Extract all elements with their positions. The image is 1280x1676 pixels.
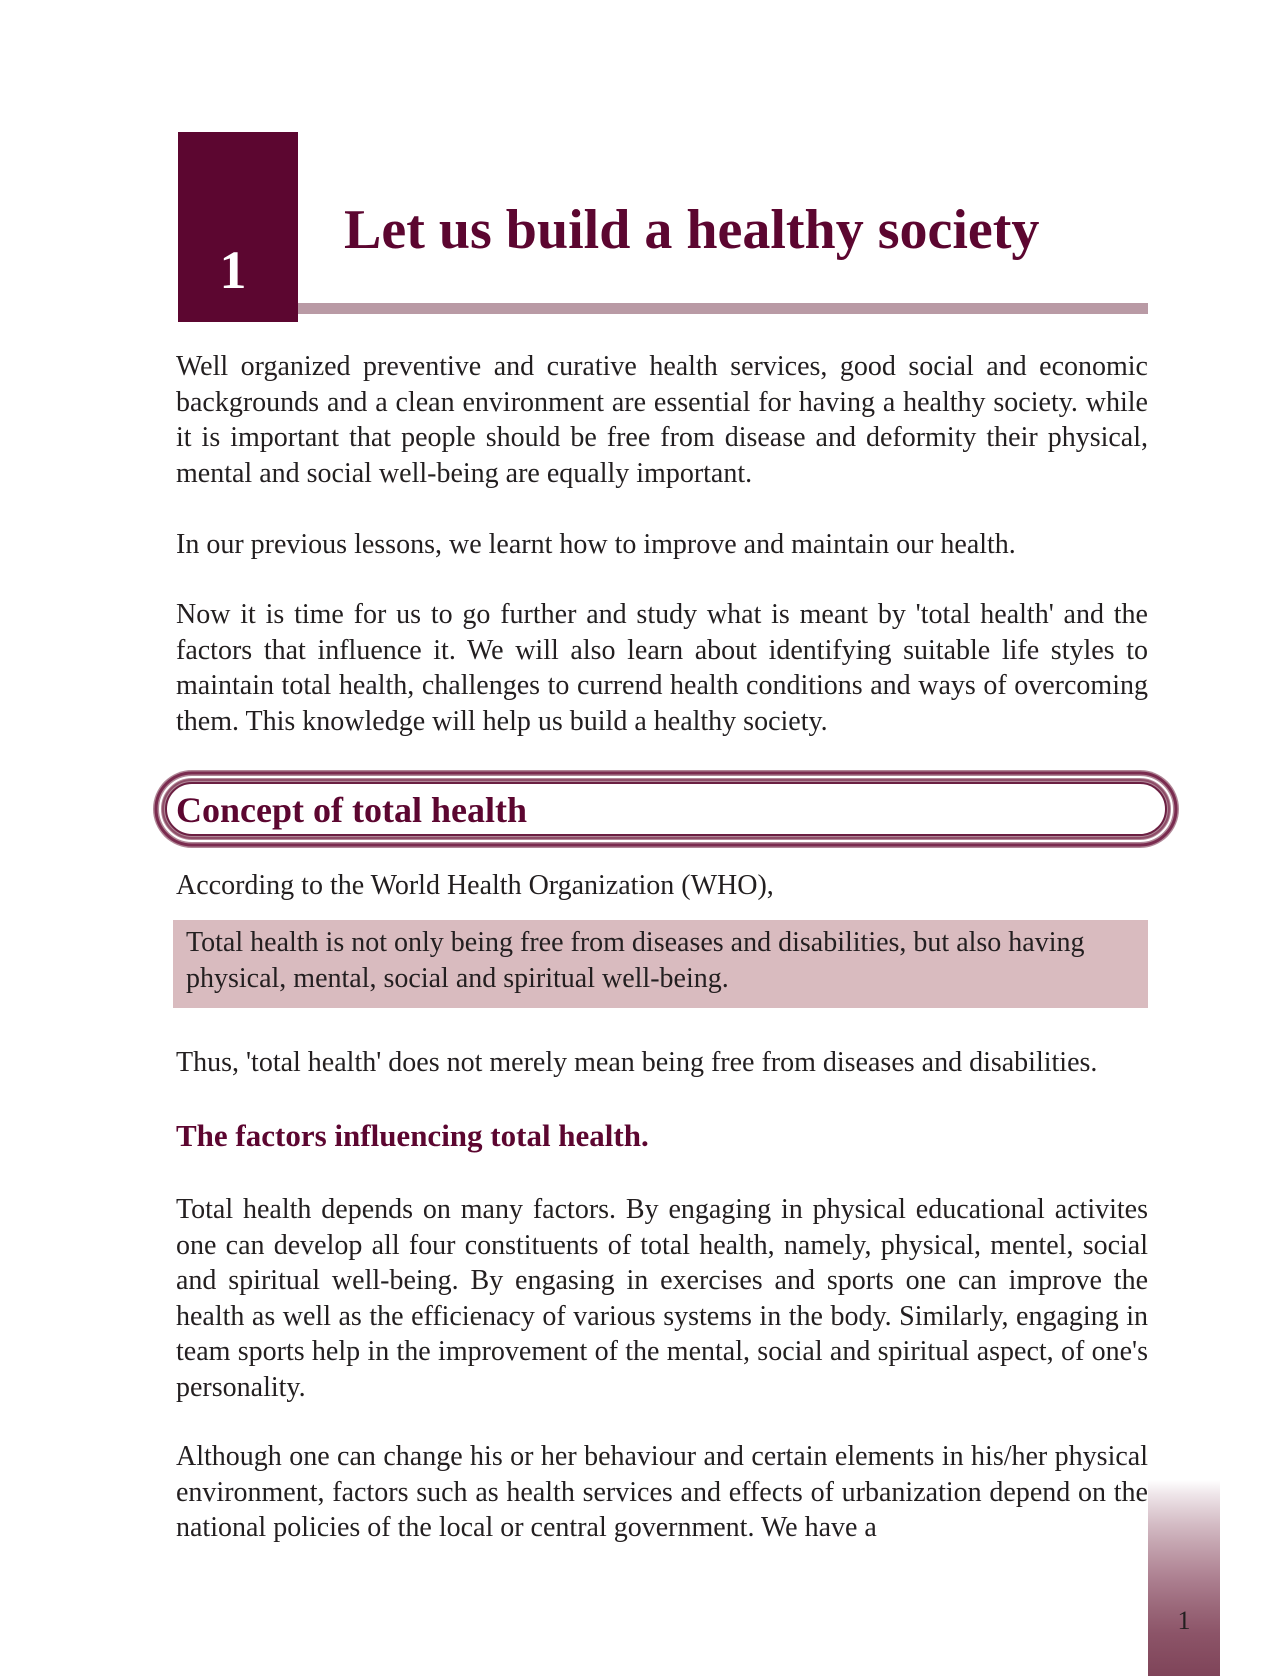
who-intro-text: According to the World Health Organization (WHO), (176, 870, 774, 901)
title-underline-rule (298, 303, 1148, 314)
thus-paragraph: Thus, 'total health' does not merely mean being free from diseases and disabilities. (176, 1047, 1098, 1078)
intro-paragraph-2: In our previous lessons, we learnt how to improve and maintain our health. (176, 529, 1016, 560)
factors-paragraph-1: Total health depends on many factors. By engaging in physical educational activites one can develop all four constituents of total health, namely, physical, mentel, social and spiritual well-being. By engasing in exercises and sports one can improve the health as well as the efficienacy of various systems in the body. Similarly, engaging in team sports help in the improvement of the mental, social and spiritual aspect, of one's personality. (176, 1194, 1148, 1403)
chapter-title: Let us build a healthy society (344, 199, 1040, 261)
chapter-number: 1 (219, 240, 247, 300)
page-corner-tab (1148, 1480, 1220, 1676)
factors-heading: The factors influencing total health. (176, 1118, 649, 1153)
definition-text: Total health is not only being free from diseases and disabilities, but also having physical, mental, social and spiritual well-being. (186, 927, 1085, 994)
intro-paragraph-3: Now it is time for us to go further and study what is meant by 'total health' and the factors that influence it. We will also learn about identifying suitable life styles to maintain total health, challenges to currend health conditions and ways of overcoming them. This knowledge will help us build a healthy society. (176, 599, 1148, 737)
factors-paragraph-2: Although one can change his or her behaviour and certain elements in his/her physical environment, factors such as health services and effects of urbanization depend on the national policies of the local or central government. We have a (176, 1441, 1148, 1543)
intro-paragraph-1: Well organized preventive and curative health services, good social and economic backgrounds and a clean environment are essential for having a healthy society. while it is important that people should be free from disease and deformity their physical, mental and social well-being are equally important. (176, 351, 1148, 489)
section-title: Concept of total health (176, 790, 527, 830)
page-number: 1 (1177, 1606, 1191, 1635)
